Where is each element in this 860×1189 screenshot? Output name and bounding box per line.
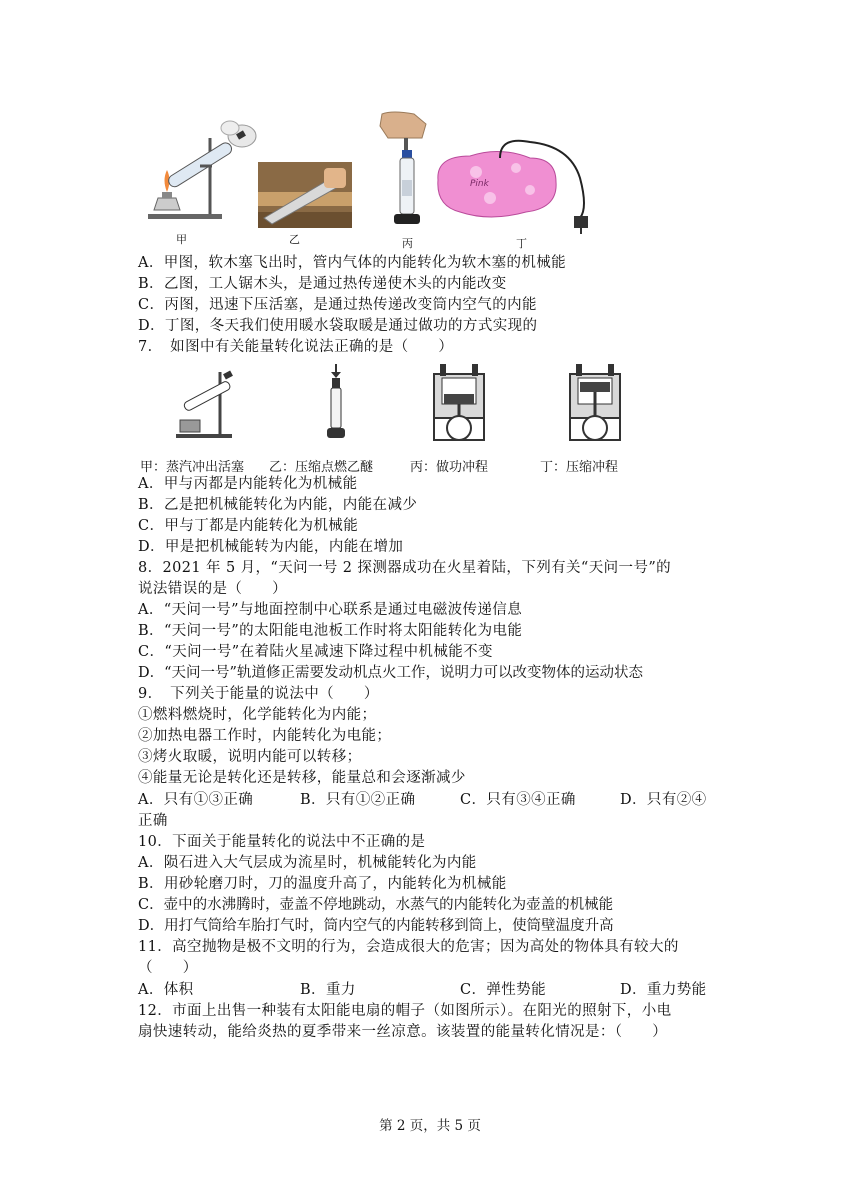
q7-caption-ding: 丁：压缩冲程 <box>540 460 619 475</box>
page-footer: 第 2 页，共 5 页 <box>379 1118 481 1134</box>
q9-stem: 9． 下列关于能量的说法中（ ） <box>138 686 379 702</box>
figure-q7-ding-compression-stroke <box>564 360 626 444</box>
q10-option-c: C．壶中的水沸腾时，壶盖不停地跳动，水蒸气的内能转化为壶盖的机械能 <box>138 897 614 913</box>
q8-option-b: B．“天问一号”的太阳能电池板工作时将太阳能转化为电能 <box>138 623 523 639</box>
q8-option-d: D．“天问一号”轨道修正需要发动机点火工作，说明力可以改变物体的运动状态 <box>138 665 643 681</box>
q11-option-c: C．弹性势能 <box>460 982 546 998</box>
q7-caption-yi: 乙：压缩点燃乙醚 <box>269 460 374 475</box>
figure-caption-jia: 甲 <box>176 233 187 246</box>
q9-options <box>138 790 738 810</box>
q11-option-a: A．体积 <box>138 982 194 998</box>
q9-option-c: C．只有③④正确 <box>460 792 576 808</box>
q11-stem-line1: 11．高空抛物是极不文明的行为，会造成很大的危害；因为高处的物体具有较大的 <box>138 939 679 955</box>
q7-stem: 7． 如图中有关能量转化说法正确的是（ ） <box>138 339 454 355</box>
q7-option-a: A．甲与丙都是内能转化为机械能 <box>138 476 358 492</box>
q10-option-b: B．用砂轮磨刀时，刀的温度升高了，内能转化为机械能 <box>138 876 507 892</box>
q6-option-d: D．丁图，冬天我们使用暖水袋取暖是通过做功的方式实现的 <box>138 318 538 334</box>
svg-text:Pink: Pink <box>470 179 489 189</box>
q10-option-a: A．陨石进入大气层成为流星时，机械能转化为内能 <box>138 855 477 871</box>
figure-yi-sawing-wood <box>258 162 352 228</box>
figure-q7-yi-compression <box>322 364 350 444</box>
q7-option-d: D．甲是把机械能转为内能，内能在增加 <box>138 539 404 555</box>
q9-item-4: ④能量无论是转化还是转移，能量总和会逐渐减少 <box>138 770 466 786</box>
q7-caption-jia: 甲：蒸汽冲出活塞 <box>140 460 245 475</box>
q10-stem: 10．下面关于能量转化的说法中不正确的是 <box>138 834 426 850</box>
q8-option-c: C．“天问一号”在着陆火星减速下降过程中机械能不变 <box>138 644 493 660</box>
q7-option-b: B．乙是把机械能转化为内能，内能在减少 <box>138 497 418 513</box>
figure-caption-ding: 丁 <box>516 237 527 250</box>
q8-stem-line1: 8．2021 年 5 月，“天问一号 2 探测器成功在火星着陆，下列有关“天问一号”的 <box>138 560 672 576</box>
figure-caption-bing: 丙 <box>402 237 413 250</box>
q9-option-d-wrap: 正确 <box>138 813 168 829</box>
q9-item-1: ①燃料燃烧时，化学能转化为内能； <box>138 707 377 723</box>
q11-options <box>138 980 738 1000</box>
figure-ding-hot-water-bag <box>430 138 606 234</box>
q11-stem-line2: （ ） <box>138 960 198 976</box>
q11-option-d: D．重力势能 <box>620 982 707 998</box>
q6-option-c: C．丙图，迅速下压活塞，是通过热传递改变筒内空气的内能 <box>138 297 537 313</box>
figure-bing-air-pump <box>374 110 436 232</box>
q12-stem-line2: 扇快速转动，能给炎热的夏季带来一丝凉意。该装置的能量转化情况是：（ ） <box>138 1024 668 1040</box>
q10-option-d: D．用打气筒给车胎打气时，筒内空气的内能转移到筒上，使筒壁温度升高 <box>138 918 614 934</box>
q11-option-b: B．重力 <box>300 982 356 998</box>
q12-stem-line1: 12．市面上出售一种装有太阳能电扇的帽子（如图所示）。在阳光的照射下，小电 <box>138 1003 672 1019</box>
figure-caption-yi: 乙 <box>289 233 300 246</box>
figure-q7-jia-steam <box>172 366 238 442</box>
q7-caption-bing: 丙：做功冲程 <box>410 460 489 475</box>
q8-option-a: A．“天问一号”与地面控制中心联系是通过电磁波传递信息 <box>138 602 523 618</box>
q9-item-2: ②加热电器工作时，内能转化为电能； <box>138 728 392 744</box>
q9-option-b: B．只有①②正确 <box>300 792 416 808</box>
q8-stem-line2: 说法错误的是（ ） <box>138 581 287 597</box>
q9-item-3: ③烤火取暖，说明内能可以转移； <box>138 749 362 765</box>
q9-option-d: D．只有②④ <box>620 792 707 808</box>
q6-option-a: A．甲图，软木塞飞出时，管内气体的内能转化为软木塞的机械能 <box>138 255 567 271</box>
figure-q7-bing-power-stroke <box>428 360 490 444</box>
q7-option-c: C．甲与丁都是内能转化为机械能 <box>138 518 359 534</box>
q6-option-b: B．乙图，工人锯木头，是通过热传递使木头的内能改变 <box>138 276 507 292</box>
q9-option-a: A．只有①③正确 <box>138 792 254 808</box>
figure-jia-test-tube <box>140 118 260 228</box>
